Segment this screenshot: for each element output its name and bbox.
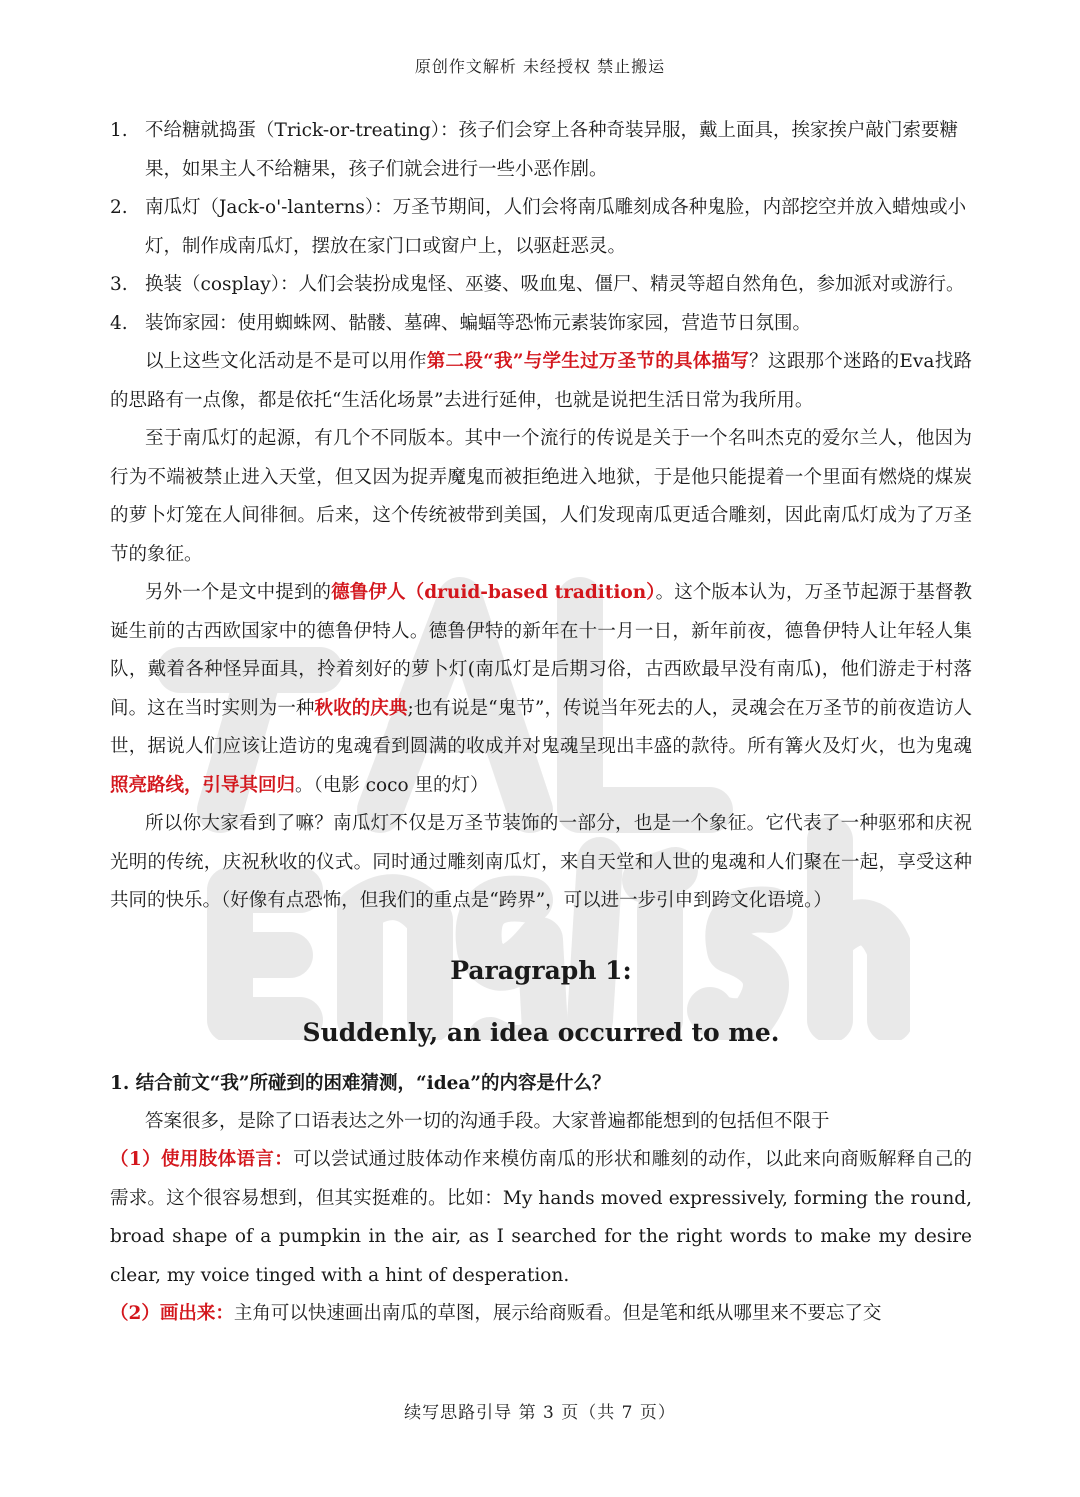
highlight-text: 秋收的庆典 (314, 697, 408, 719)
question-heading: 1. 结合前文“我”所碰到的困难猜测，“idea”的内容是什么？ (110, 1072, 611, 1094)
answer-item-text: 可以尝试通过肢体动作来模仿南瓜的形状和雕刻的动作，以此来向商贩解释自己的需求。这个很容易想到，但其实挺难的。比如：My hands moved expressively, forming the round, broad shape of a pumpkin in the air, as I searched for the right words to make my desire clear, my voice tinged with a hint of desperation. (110, 1149, 972, 1286)
list-item (110, 266, 972, 305)
answer-item-lead: （2）画出来： (110, 1303, 234, 1324)
list-text: 换装（cosplay）：人们会装扮成鬼怪、巫婆、吸血鬼、僵尸、精灵等超自然角色，参加派对或游行。 (145, 274, 965, 295)
text-run: ？这跟那个迷路的Eva找路的思路有一点像，都是依托“生活化场景”去进行延伸，也就是说把生活日常为我所用。 (110, 351, 972, 411)
section-heading: Paragraph 1: (450, 955, 632, 985)
list-text: 不给糖就捣蛋（Trick-or-treating）：孩子们会穿上各种奇装异服，戴上面具，挨家挨户敲门索要糖果，如果主人不给糖果，孩子们就会进行一些小恶作剧。 (145, 120, 958, 180)
highlight-text: 照亮路线，引导其回归 (110, 774, 296, 796)
page-footer: 续写思路引导 第 3 页（共 7 页） (404, 1403, 676, 1423)
list-item (110, 189, 972, 266)
text-run: 。这个版本认为，万圣节起源于基督教诞生前的古西欧国家中的德鲁伊特人。德鲁伊特的新年在十一月一日，新年前夜，德鲁伊特人让年轻人集队，戴着各种怪异面具，拎着刻好的萝卜灯(南瓜灯是后期习俗，古西欧最早没有南瓜)，他们游走于村落间。这在当时实则为一种 (110, 582, 972, 719)
highlight-text: 德鲁伊人（druid-based tradition） (331, 582, 656, 603)
paragraph-summary: 所以你大家看到了嘛？南瓜灯不仅是万圣节装饰的一部分，也是一个象征。它代表了一种驱邪和庆祝光明的传统，庆祝秋收的仪式。同时通过雕刻南瓜灯，来自天堂和人世的鬼魂和人们聚在一起，享受这种共同的快乐。（好像有点恐怖，但我们的重点是“跨界”，可以进一步引申到跨文化语境。） (110, 813, 972, 911)
text-run: 以上这些文化活动是不是可以用作 (145, 351, 427, 372)
list-text: 南瓜灯（Jack-o'-lanterns）：万圣节期间，人们会将南瓜雕刻成各种鬼脸，内部挖空并放入蜡烛或小灯，制作成南瓜灯，摆放在家门口或窗户上，以驱赶恶灵。 (145, 197, 967, 257)
answer-item (110, 1295, 972, 1334)
answer-item-lead: （1）使用肢体语言： (110, 1149, 294, 1170)
highlight-text: 第二段“我”与学生过万圣节的具体描写 (426, 351, 750, 372)
list-item (110, 305, 972, 344)
list-number: 4. (110, 312, 128, 334)
answer-item-text: 主角可以快速画出南瓜的草图，展示给商贩看。但是笔和纸从哪里来不要忘了交 (233, 1303, 882, 1324)
list-number: 2. (110, 197, 128, 218)
list-number: 3. (110, 274, 128, 295)
text-run: 另外一个是文中提到的 (145, 582, 332, 603)
text-run: 。（电影 coco 里的灯） (295, 774, 489, 796)
page-content (110, 112, 972, 1334)
text-run: ;也有说是“鬼节”，传说当年死去的人，灵魂会在万圣节的前夜造访人世，据说人们应该让造访的鬼魂看到圆满的收成并对鬼魂呈现出丰盛的款待。所有篝火及灯火，也为鬼魂 (110, 697, 972, 757)
list-item (110, 112, 972, 189)
list-text: 装饰家园：使用蜘蛛网、骷髅、墓碑、蝙蝠等恐怖元素装饰家园，营造节日氛围。 (145, 312, 812, 334)
answer-intro: 答案很多，是除了口语表达之外一切的沟通手段。大家普遍都能想到的包括但不限于 (145, 1110, 830, 1132)
paragraph-activities (110, 343, 972, 420)
paragraph-origin: 至于南瓜灯的起源，有几个不同版本。其中一个流行的传说是关于一个名叫杰克的爱尔兰人，他因为行为不端被禁止进入天堂，但又因为捉弄魔鬼而被拒绝进入地狱，于是他只能提着一个里面有燃烧的煤炭的萝卜灯笼在人间徘徊。后来，这个传统被带到美国，人们发现南瓜更适合雕刻，因此南瓜灯成为了万圣节的象征。 (110, 428, 972, 565)
paragraph-druid (110, 574, 972, 805)
page-header: 原创作文解析 未经授权 禁止搬运 (414, 57, 666, 76)
section-subheading: Suddenly, an idea occurred to me. (302, 1017, 780, 1047)
list-number: 1. (110, 120, 128, 141)
answer-item (110, 1141, 972, 1295)
